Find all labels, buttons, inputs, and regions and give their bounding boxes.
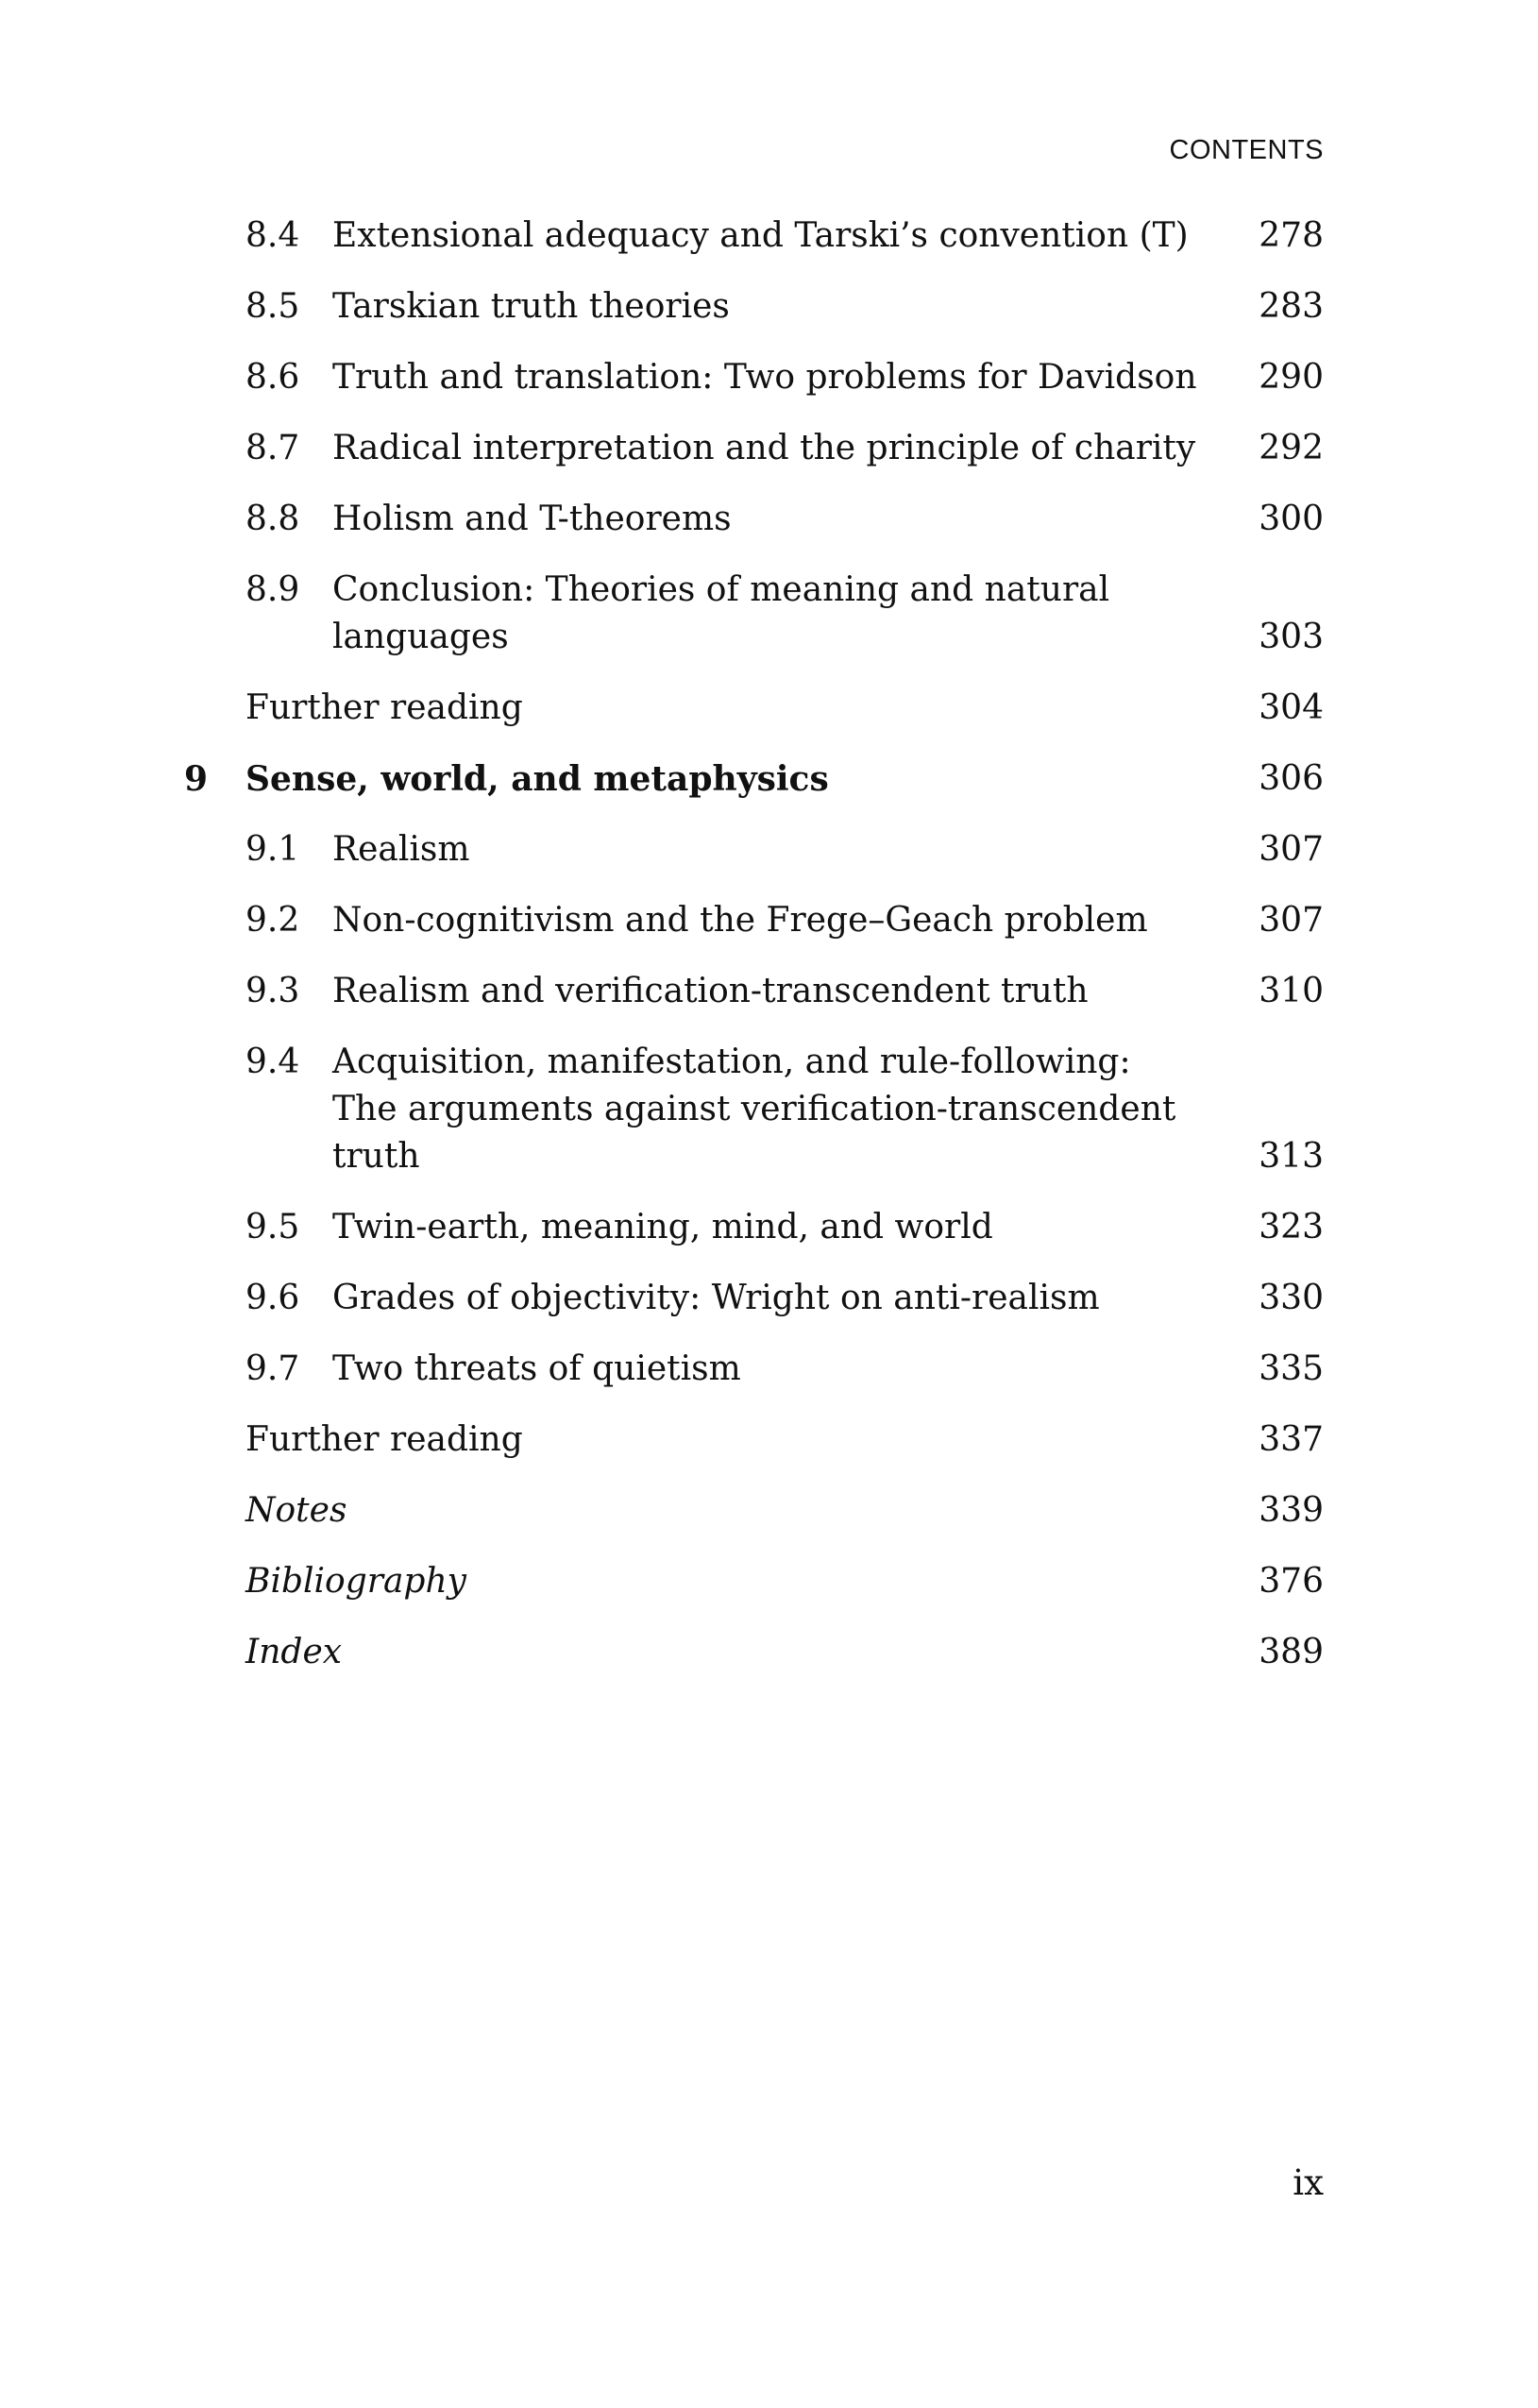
page-number: 278 xyxy=(1259,216,1324,255)
toc-entry-8-4 xyxy=(184,212,1324,260)
page-number: 292 xyxy=(1259,429,1324,467)
toc-entry-9-6 xyxy=(184,1275,1324,1322)
table-of-contents xyxy=(184,212,1324,1700)
section-title: Conclusion: Theories of meaning and natural languages xyxy=(332,570,1110,656)
toc-entry-9-4 xyxy=(184,1039,1324,1180)
running-head: CONTENTS xyxy=(1169,135,1324,165)
page-number: 323 xyxy=(1259,1208,1324,1246)
section-number: 8.9 xyxy=(245,570,300,609)
endmatter-title: Index xyxy=(245,1633,343,1671)
page-number: 389 xyxy=(1259,1633,1324,1671)
page-folio: ix xyxy=(1293,2162,1324,2203)
section-number: 8.5 xyxy=(245,287,300,326)
toc-entry-bibliography xyxy=(184,1558,1324,1605)
toc-entry-9-3 xyxy=(184,968,1324,1015)
section-number: 8.7 xyxy=(245,429,300,467)
toc-entry-9-2 xyxy=(184,897,1324,944)
toc-entry-notes xyxy=(184,1487,1324,1535)
page-number: 335 xyxy=(1259,1349,1324,1388)
section-title: Acquisition, manifestation, and rule-following: The arguments against verification-transcendent truth xyxy=(332,1043,1176,1176)
section-number: 9.2 xyxy=(245,901,300,940)
page-number: 303 xyxy=(1259,618,1324,656)
toc-entry-9-7 xyxy=(184,1346,1324,1393)
section-title: Non-cognitivism and the Frege–Geach problem xyxy=(332,901,1148,940)
section-number: 8.8 xyxy=(245,500,300,538)
page-number: 310 xyxy=(1259,972,1324,1010)
page-number: 307 xyxy=(1259,901,1324,940)
section-number: 9.7 xyxy=(245,1349,300,1388)
toc-entry-further-reading-ch9 xyxy=(184,1416,1324,1464)
further-reading-title: Further reading xyxy=(245,1420,523,1459)
page-number: 339 xyxy=(1259,1491,1324,1530)
endmatter-title: Bibliography xyxy=(245,1562,466,1601)
section-title: Holism and T-theorems xyxy=(332,500,732,538)
toc-entry-further-reading-ch8 xyxy=(184,685,1324,732)
page-number: 337 xyxy=(1259,1420,1324,1459)
section-number: 9.1 xyxy=(245,830,300,869)
section-number: 9.3 xyxy=(245,972,300,1010)
page-number: 290 xyxy=(1259,358,1324,397)
page-number: 300 xyxy=(1259,500,1324,538)
page-number: 330 xyxy=(1259,1279,1324,1317)
toc-entry-9-1 xyxy=(184,826,1324,873)
section-number: 8.6 xyxy=(245,358,300,397)
toc-entry-8-5 xyxy=(184,283,1324,331)
page-number: 283 xyxy=(1259,287,1324,326)
page-number: 306 xyxy=(1259,759,1324,798)
section-title: Realism xyxy=(332,830,470,869)
toc-entry-9-5 xyxy=(184,1204,1324,1251)
section-number: 9.6 xyxy=(245,1279,300,1317)
toc-entry-8-8 xyxy=(184,496,1324,543)
toc-entry-8-6 xyxy=(184,354,1324,401)
section-title: Grades of objectivity: Wright on anti-realism xyxy=(332,1279,1100,1317)
toc-chapter-9 xyxy=(184,755,1324,803)
endmatter-title: Notes xyxy=(245,1491,347,1530)
section-number: 8.4 xyxy=(245,216,300,255)
chapter-title: Sense, world, and metaphysics xyxy=(245,759,829,799)
section-title: Realism and verification-transcendent truth xyxy=(332,972,1089,1010)
page-number: 376 xyxy=(1259,1562,1324,1601)
page-number: 307 xyxy=(1259,830,1324,869)
section-title: Truth and translation: Two problems for Davidson xyxy=(332,358,1197,397)
page-number: 313 xyxy=(1259,1137,1324,1176)
section-title: Tarskian truth theories xyxy=(332,287,730,326)
further-reading-title: Further reading xyxy=(245,688,523,727)
page-number: 304 xyxy=(1259,688,1324,727)
toc-entry-8-9 xyxy=(184,567,1324,661)
section-title: Twin-earth, meaning, mind, and world xyxy=(332,1208,993,1246)
section-number: 9.5 xyxy=(245,1208,300,1246)
section-number: 9.4 xyxy=(245,1043,300,1081)
chapter-number: 9 xyxy=(184,759,209,799)
section-title: Radical interpretation and the principle of charity xyxy=(332,429,1196,467)
section-title: Extensional adequacy and Tarski’s convention (T) xyxy=(332,216,1189,255)
section-title: Two threats of quietism xyxy=(332,1349,741,1388)
toc-entry-index xyxy=(184,1629,1324,1676)
toc-entry-8-7 xyxy=(184,425,1324,472)
